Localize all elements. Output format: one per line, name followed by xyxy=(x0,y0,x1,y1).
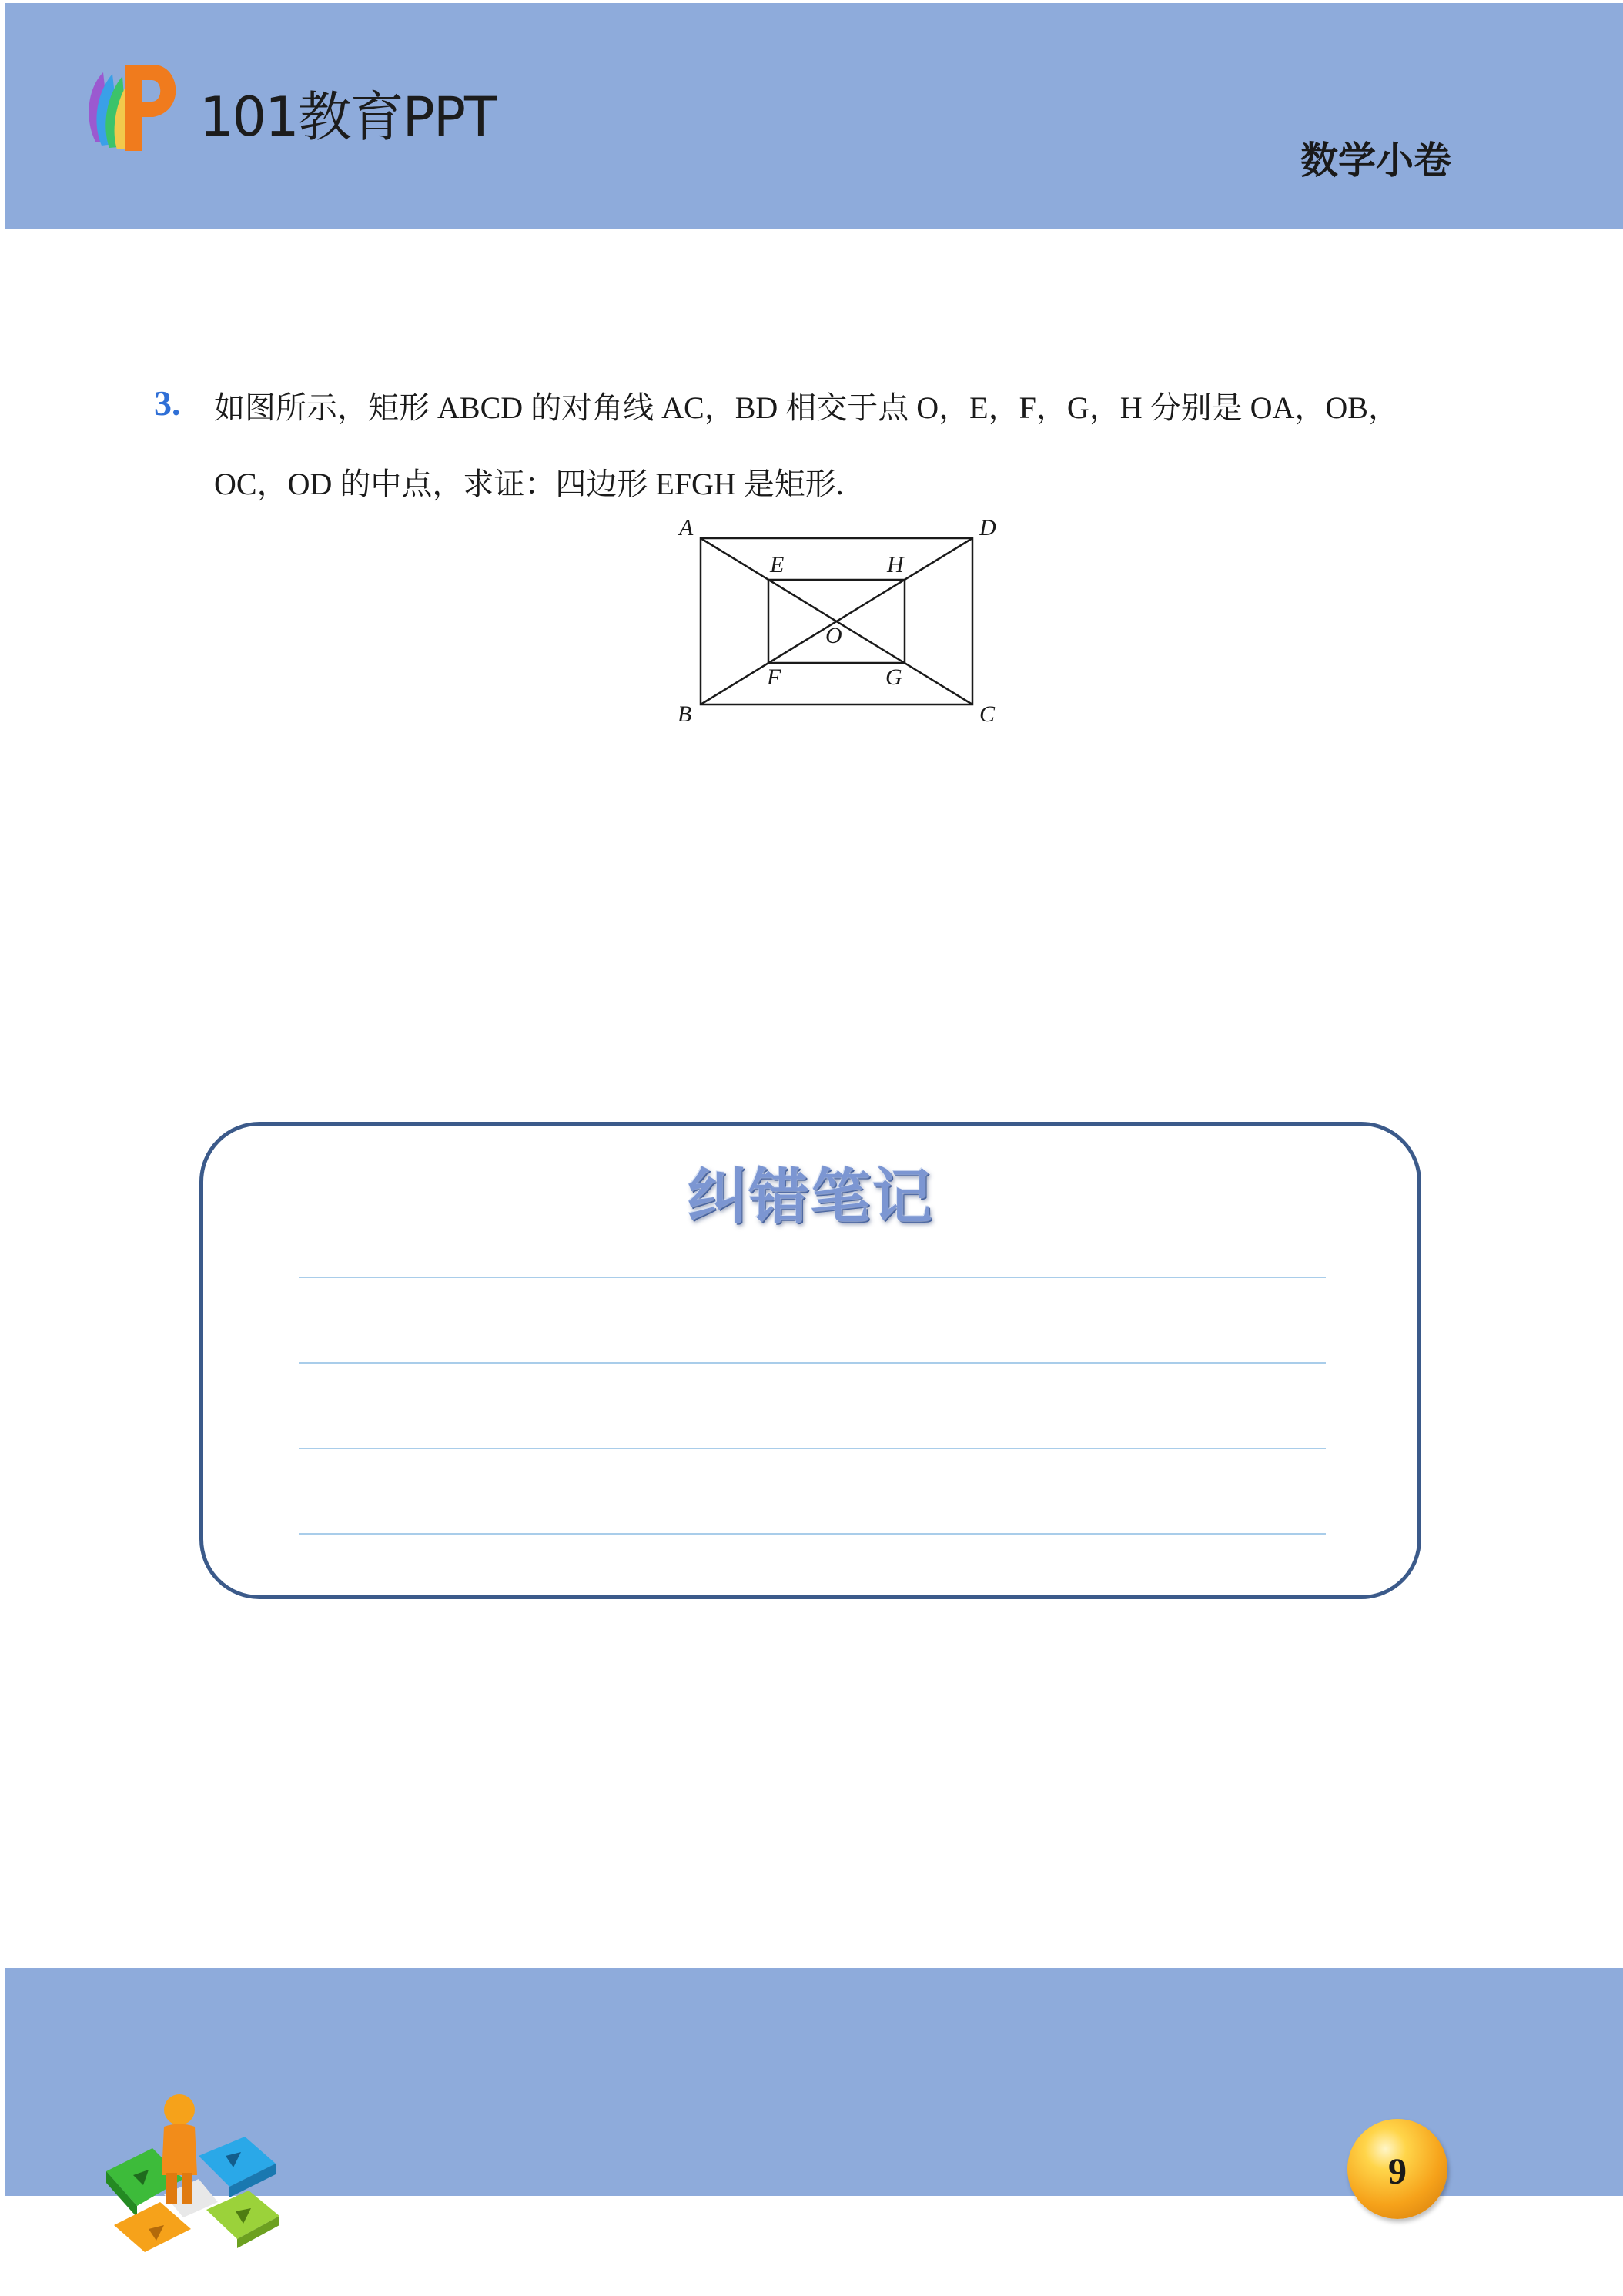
brand-name: 101教育PPT xyxy=(199,85,496,149)
mascot-icon xyxy=(91,2079,291,2256)
header-banner xyxy=(5,3,1623,229)
label-o: O xyxy=(825,623,842,648)
label-g: G xyxy=(885,664,902,690)
label-e: E xyxy=(770,552,785,577)
page-number: 9 xyxy=(1388,2151,1407,2192)
notes-title: 纠错笔记 xyxy=(687,1163,934,1232)
label-b: B xyxy=(678,701,692,724)
label-a: A xyxy=(679,515,694,541)
note-line xyxy=(299,1362,1326,1364)
subject-title: 数学小卷 xyxy=(1300,139,1452,182)
correction-notes-box xyxy=(199,1122,1421,1599)
logo-icon xyxy=(80,57,188,165)
label-d: D xyxy=(979,515,996,541)
note-line xyxy=(299,1448,1326,1449)
page-number-badge xyxy=(1347,2119,1447,2219)
question-text-line-2: OC，OD 的中点，求证：四边形 EFGH 是矩形. xyxy=(214,467,844,501)
rectangle-diagram xyxy=(670,512,1009,724)
note-line xyxy=(299,1277,1326,1278)
note-line xyxy=(299,1533,1326,1535)
question-text-line-1: 如图所示，矩形 ABCD 的对角线 AC，BD 相交于点 O，E，F，G，H 分别是 OA，OB， xyxy=(214,390,1399,425)
question-number: 3. xyxy=(154,383,181,423)
label-h: H xyxy=(887,552,904,577)
label-c: C xyxy=(979,701,996,724)
label-f: F xyxy=(767,664,781,690)
